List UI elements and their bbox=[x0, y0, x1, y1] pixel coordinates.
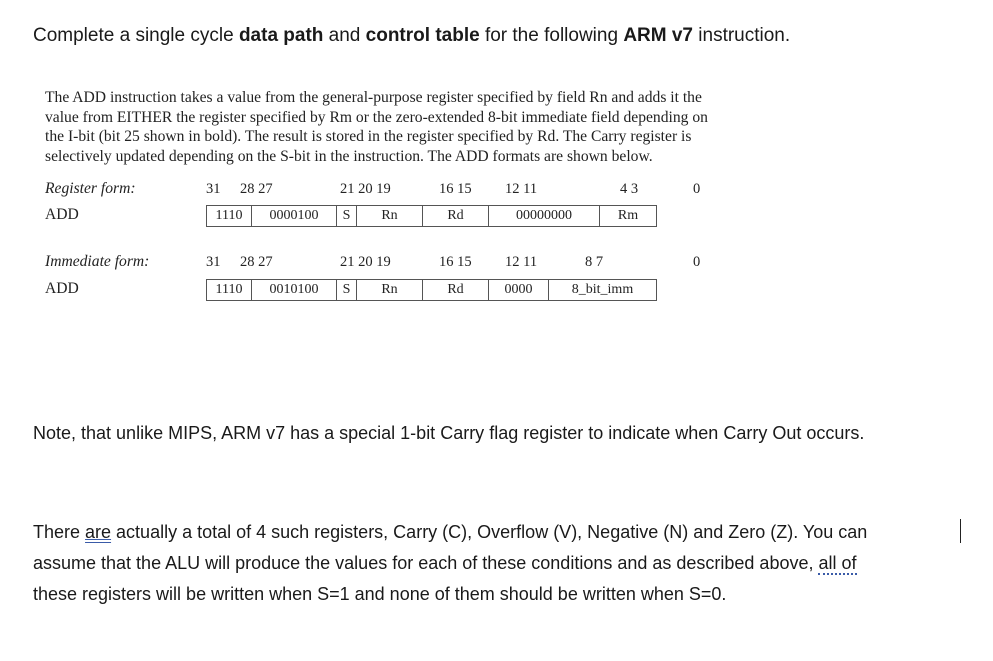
grammar-flag-all-of: all of bbox=[818, 553, 857, 573]
description-line: the I-bit (bit 25 shown in bold). The result is stored in the register specified by Rd. The Carry register is bbox=[45, 128, 692, 146]
field-rn: Rn bbox=[357, 206, 423, 226]
title-bold-arm-v7: ARM v7 bbox=[623, 25, 693, 46]
bit-label: 31 bbox=[206, 181, 221, 197]
bit-label: 31 bbox=[206, 254, 221, 270]
immediate-form-name: ADD bbox=[45, 280, 79, 297]
bit-label: 21 20 19 bbox=[340, 181, 391, 197]
field-zero-bits: 0000 bbox=[489, 280, 549, 300]
bit-label: 0 bbox=[693, 181, 701, 197]
bit-label: 12 11 bbox=[505, 181, 538, 197]
grammar-flag-are: are bbox=[85, 522, 112, 542]
description-line: The ADD instruction takes a value from the general-purpose register specified by field Rn and adds it the bbox=[45, 89, 702, 106]
description-line: value from EITHER the register specified by Rm or the zero-extended 8-bit immediate field depending on bbox=[45, 108, 708, 126]
register-form-name: ADD bbox=[45, 206, 79, 223]
field-8-bit-imm: 8_bit_imm bbox=[549, 280, 657, 300]
title-text: Complete a single cycle bbox=[33, 25, 239, 46]
immediate-form-bit-positions bbox=[0, 254, 993, 272]
bit-label: 12 11 bbox=[505, 254, 538, 270]
field-opcode: 0010100 bbox=[252, 280, 337, 300]
paragraph-text: assume that the ALU will produce the values for each of these conditions and as described above, bbox=[33, 553, 819, 573]
flags-paragraph-line bbox=[33, 517, 867, 548]
bit-label: 28 27 bbox=[240, 181, 273, 197]
field-cond: 1110 bbox=[207, 206, 252, 226]
title-text: for the following bbox=[479, 25, 624, 46]
field-rn: Rn bbox=[357, 280, 423, 300]
register-form-label: Register form: bbox=[45, 180, 136, 197]
instruction-description bbox=[45, 88, 960, 166]
field-s-bit: S bbox=[337, 280, 357, 300]
description-line: selectively updated depending on the S-bit in the instruction. The ADD formats are shown below. bbox=[45, 147, 653, 165]
bit-label: 16 15 bbox=[439, 254, 472, 270]
bit-label: 21 20 19 bbox=[340, 254, 391, 270]
bit-label: 4 3 bbox=[620, 181, 639, 197]
register-form-bit-positions bbox=[0, 181, 993, 199]
title-text: instruction. bbox=[693, 25, 791, 46]
immediate-form-fields bbox=[206, 279, 657, 301]
paragraph-text: There bbox=[33, 522, 86, 542]
field-rm: Rm bbox=[600, 206, 657, 226]
bit-label: 16 15 bbox=[439, 181, 472, 197]
field-cond: 1110 bbox=[207, 280, 252, 300]
bit-label: 8 7 bbox=[585, 254, 604, 270]
field-rd: Rd bbox=[423, 206, 489, 226]
register-form-fields bbox=[206, 205, 657, 227]
title-bold-control-table: control table bbox=[365, 25, 480, 46]
carry-flag-note: Note, that unlike MIPS, ARM v7 has a special 1-bit Carry flag register to indicate when Carry Out occurs. bbox=[33, 423, 865, 443]
field-opcode: 0000100 bbox=[252, 206, 337, 226]
field-rd: Rd bbox=[423, 280, 489, 300]
title-bold-data-path: data path bbox=[238, 25, 324, 46]
flags-paragraph-line bbox=[33, 548, 857, 579]
field-zero-bits: 00000000 bbox=[489, 206, 600, 226]
question-title bbox=[33, 25, 790, 47]
immediate-form-label: Immediate form: bbox=[45, 253, 150, 270]
field-s-bit: S bbox=[337, 206, 357, 226]
paragraph-text: actually a total of 4 such registers, Carry (C), Overflow (V), Negative (N) and Zero (Z). You can bbox=[111, 522, 868, 542]
bit-label: 0 bbox=[693, 254, 701, 270]
title-text: and bbox=[323, 25, 366, 46]
bit-label: 28 27 bbox=[240, 254, 273, 270]
flags-paragraph-line: these registers will be written when S=1 and none of them should be written when S=0. bbox=[33, 584, 727, 604]
text-cursor bbox=[960, 519, 961, 543]
